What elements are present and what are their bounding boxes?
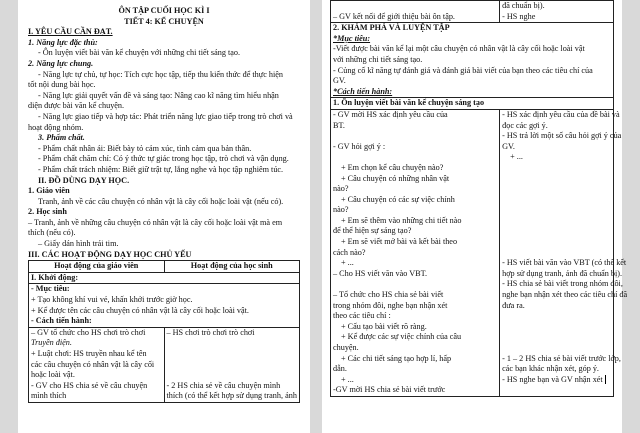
section-heading: II. ĐỒ DÙNG DẠY HỌC. bbox=[38, 175, 130, 185]
paragraph: hoạt động nhóm. bbox=[28, 122, 84, 132]
activity-table bbox=[28, 260, 300, 403]
teacher-activity-cell: – GV tổ chức cho HS chơi trò chơi Truyền điện. + Luật chơi: HS truyền nhau kể tên các câu chuyện có nhân vật là cây cối hoặc loài vật. - GV cho HS chia sẻ về câu chuyện mình thích bbox=[29, 327, 165, 402]
column-header-teacher: Hoạt động của giáo viên bbox=[29, 261, 165, 273]
lesson-subtitle: TIẾT 4: KỂ CHUYỆN bbox=[124, 16, 204, 26]
text-cursor-line[interactable]: - HS nghe bạn và GV nhận xét bbox=[502, 375, 611, 386]
teacher-activity-cell: – GV kết nối để giới thiệu bài ôn tập. bbox=[331, 1, 500, 23]
subsection-heading: 3. Phẩm chất. bbox=[38, 133, 85, 143]
paragraph: - Phẩm chất chăm chỉ: Có ý thức tự giác trong học tập, trò chơi và vận dụng. bbox=[38, 154, 289, 164]
table-row: 1. Ôn luyện viết bài văn kể chuyện sáng tạo bbox=[331, 98, 614, 110]
subsection-heading: 2. Năng lực chung. bbox=[28, 58, 94, 68]
subsection-heading: 1. Giáo viên bbox=[28, 186, 70, 196]
paragraph: - Năng lực tự chủ, tự học: Tích cực học tập, tiếp thu kiến thức để thực hiện bbox=[38, 69, 283, 79]
table-row: - Mục tiêu: + Tạo không khí vui vẻ, khấn khởi trước giờ học. + Kể được tên các câu chuyện có nhân vật là cây cối hoặc loài vật. - Cách tiến hành: bbox=[29, 284, 300, 327]
table-row: I. Khởi động: bbox=[29, 272, 300, 284]
paragraph: - Phẩm chất trách nhiệm: Biết giữ trật tự, lắng nghe và học tập nghiêm túc. bbox=[38, 164, 284, 174]
paragraph: thích (nếu có). bbox=[28, 228, 76, 238]
text-cursor bbox=[605, 375, 606, 384]
student-activity-cell: – HS chơi trò chơi trò chơi - 2 HS chia sẻ về câu chuyện mình thích (có thể kết hợp sử dụng tranh, ảnh bbox=[164, 327, 300, 402]
paragraph: – Tranh, ảnh về những câu chuyện có nhân vật là cây cối hoặc loài vật mà em bbox=[28, 217, 283, 227]
subsection-heading: 1. Năng lực đặc thù: bbox=[28, 37, 98, 47]
paragraph: - Ôn luyện viết bài văn kể chuyện với những chi tiết sáng tạo. bbox=[38, 48, 241, 58]
paragraph: – Giấy dán hình trái tim. bbox=[38, 239, 119, 249]
student-activity-cell: - HS xác định yêu cầu của đề bài và đọc các gợi ý. - HS trả lời một số câu hỏi gợi ý của GV. + ... - HS viết bài văn vào VBT (có thể kết hợp sử dụng tranh, ảnh đã chuẩn bị). - HS chia sẻ bài viết trong nhóm đôi, nghe bạn nhận xét theo các tiêu chí đã đưa ra. - 1 – 2 HS chia sẻ bài viết trước lớp, các bạn khác nhận xét, góp ý. - HS nghe bạn và GV nhận xét bbox=[500, 109, 614, 396]
paragraph: - Phẩm chất nhân ái: Biết bày tỏ cảm xúc, tình cảm qua bản thân. bbox=[38, 143, 252, 153]
column-header-student: Hoạt động của học sinh bbox=[164, 261, 300, 273]
section-heading: III. CÁC HOẠT ĐỘNG DẠY HỌC CHỦ YẾU bbox=[28, 249, 192, 259]
document-page-right bbox=[322, 0, 628, 433]
paragraph: - Năng lực giải quyết vấn đề và sáng tạo: Nâng cao kĩ năng tìm hiểu nhận bbox=[38, 90, 279, 100]
subsection-heading: 2. Học sinh bbox=[28, 207, 67, 217]
paragraph: diện được bài văn kể chuyện. bbox=[28, 101, 125, 111]
section-heading: I. YÊU CẦU CẦN ĐẠT. bbox=[28, 27, 113, 37]
activity-table-continued bbox=[330, 0, 628, 397]
document-page-left bbox=[18, 0, 310, 433]
student-activity-cell: đã chuẩn bị). - HS nghe bbox=[500, 1, 614, 23]
paragraph: tốt nội dung bài học. bbox=[28, 80, 96, 90]
table-row: 2. KHÁM PHÁ VÀ LUYỆN TẬP *Mục tiêu: -Viết được bài văn kể lại một câu chuyện có nhân vật là cây cối hoặc loài vật với những chi tiết sáng tạo. - Củng cố kĩ năng tự đánh giá và đánh giá bài viết của bạn theo các tiêu chí của GV. *Cách tiến hành: bbox=[331, 23, 614, 98]
teacher-activity-cell: - GV mời HS xác định yêu cầu của BT. - GV hỏi gợi ý : + Em chọn kể câu chuyện nào? + Câu chuyện có những nhân vật nào? + Câu chuyện có các sự việc chính nào? + Em sẽ thêm vào những chi tiết nào để thể hiện sự sáng tạo? + Em sẽ viết mở bài và kết bài theo cách nào? + ... – Cho HS viết văn vào VBT. – Tổ chức cho HS chia sẻ bài viết trong nhóm đôi, nghe bạn nhận xét theo các tiêu chí : + Cấu tạo bài viết rõ ràng. + Kể được các sự việc chính của câu chuyện. + Các chi tiết sáng tạo hợp lí, hấp dẫn. + ... -GV mời HS chia sẻ bài viết trước bbox=[331, 109, 500, 396]
paragraph: Tranh, ảnh về các câu chuyện có nhân vật là cây cối hoặc loài vật (nếu có). bbox=[38, 196, 284, 206]
page-title: ÔN TẬP CUỐI HỌC KÌ I bbox=[118, 6, 210, 15]
paragraph: - Năng lực giao tiếp và hợp tác: Phát triển năng lực giao tiếp trong trò chơi và bbox=[38, 111, 293, 121]
